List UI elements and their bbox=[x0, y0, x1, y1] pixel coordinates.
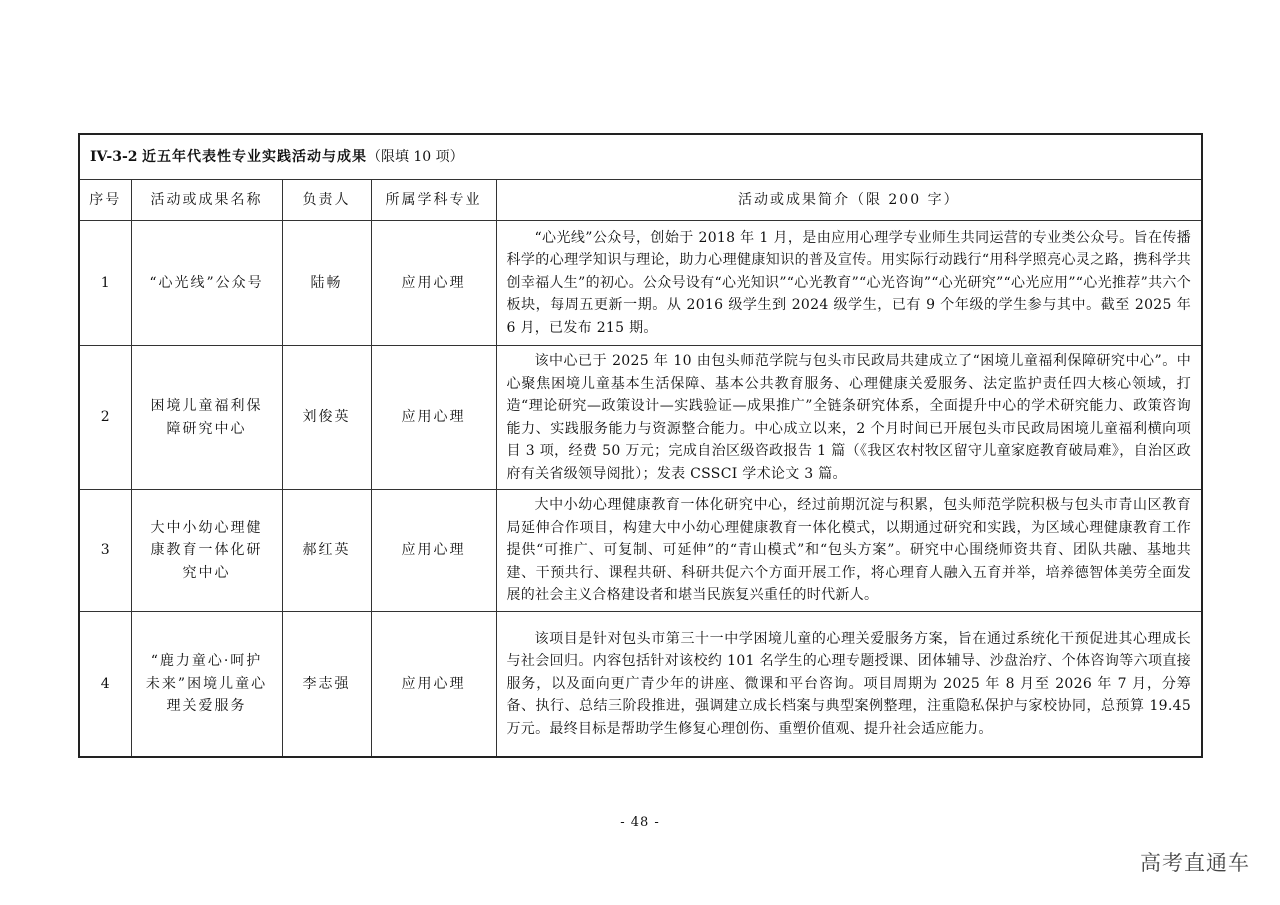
row-desc-text: 该项目是针对包头市第三十一中学困境儿童的心理关爱服务方案，旨在通过系统化干预促进其心理成长与社会回归。内容包括针对该校约 101 名学生的心理专题授课、团体辅导、沙盘治疗、个体咨询等六项直接服务，以及面向更广青少年的讲座、微课和平台咨询。项目周期为 2025 年 8 月至 2026 年 7 月，分筹备、执行、总结三阶段推进，强调建立成长档案与典型案例整理，注重隐私保护与家校协同，总预算 19.45 万元。最终目标是帮助学生修复心理创伤、重塑价值观、提升社会适应能力。 bbox=[506, 630, 1192, 737]
row-name: 大中小幼心理健康教育一体化研究中心 bbox=[131, 490, 282, 612]
practice-activities-table bbox=[78, 133, 1203, 758]
row-major: 应用心理 bbox=[371, 611, 496, 757]
table-row bbox=[79, 611, 1202, 757]
row-no: 3 bbox=[79, 490, 131, 612]
row-desc-text: “心光线”公众号，创始于 2018 年 1 月，是由应用心理学专业师生共同运营的专业类公众号。旨在传播科学的心理学知识与理论，助力心理健康知识的普及宣传。用实际行动践行“用科学照亮心灵之路，携科学共创幸福人生”的初心。公众号设有“心光知识”“心光教育”“心光咨询”“心光研究”“心光应用”“心光推荐”共六个板块，每周五更新一期。从 2016 级学生到 2024 级学生，已有 9 个年级的学生参与其中。截至 2025 年 6 月，已发布 215 期。 bbox=[506, 229, 1192, 336]
table-row bbox=[79, 490, 1202, 612]
row-desc bbox=[496, 346, 1202, 490]
row-leader: 郝红英 bbox=[282, 490, 371, 612]
table-row bbox=[79, 221, 1202, 346]
row-no: 2 bbox=[79, 346, 131, 490]
watermark-logo-text: 高考直通车 bbox=[1140, 851, 1250, 875]
header-no: 序号 bbox=[79, 180, 131, 221]
row-desc-text: 该中心已于 2025 年 10 由包头师范学院与包头市民政局共建成立了“困境儿童福利保障研究中心”。中心聚焦困境儿童基本生活保障、基本公共教育服务、心理健康关爱服务、法定监护责任四大核心领域，打造“理论研究—政策设计—实践验证—成果推广”全链条研究体系，全面提升中心的学术研究能力、政策咨询能力、实践服务能力与资源整合能力。中心成立以来，2 个月时间已开展包头市民政局困境儿童福利横向项目 3 项，经费 50 万元；完成自治区级咨政报告 1 篇（《我区农村牧区留守儿童家庭教育破局难》，自治区政府有关省级领导阅批）；发表 CSSCI 学术论文 3 篇。 bbox=[506, 353, 1192, 482]
section-limit: （限填 10 项） bbox=[366, 148, 464, 165]
row-major: 应用心理 bbox=[371, 346, 496, 490]
row-no: 4 bbox=[79, 611, 131, 757]
row-leader: 刘俊英 bbox=[282, 346, 371, 490]
row-desc-text: 大中小幼心理健康教育一体化研究中心，经过前期沉淀与积累，包头师范学院积极与包头市青山区教育局延伸合作项目，构建大中小幼心理健康教育一体化模式，以期通过研究和实践，为区域心理健康教育工作提供“可推广、可复制、可延伸”的“青山模式”和“包头方案”。研究中心围绕师资共育、团队共融、基地共建、干预共行、课程共研、科研共促六个方面开展工作，将心理育人融入五育并举，培养德智体美劳全面发展的社会主义合格建设者和堪当民族复兴重任的时代新人。 bbox=[506, 497, 1192, 603]
row-name: “鹿力童心·呵护未来”困境儿童心理关爱服务 bbox=[131, 611, 282, 757]
row-major: 应用心理 bbox=[371, 221, 496, 346]
table-row bbox=[79, 346, 1202, 490]
row-name: “心光线”公众号 bbox=[131, 221, 282, 346]
row-desc bbox=[496, 221, 1202, 346]
row-desc bbox=[496, 611, 1202, 757]
section-title: 近五年代表性专业实践活动与成果 bbox=[141, 148, 367, 165]
page-number: - 48 - bbox=[620, 815, 660, 830]
row-major: 应用心理 bbox=[371, 490, 496, 612]
table-caption-row bbox=[79, 134, 1202, 180]
header-name: 活动或成果名称 bbox=[131, 180, 282, 221]
row-no: 1 bbox=[79, 221, 131, 346]
table-caption bbox=[79, 134, 1202, 180]
table-header-row bbox=[79, 180, 1202, 221]
row-name: 困境儿童福利保障研究中心 bbox=[131, 346, 282, 490]
row-leader: 陆畅 bbox=[282, 221, 371, 346]
header-desc: 活动或成果简介（限 200 字） bbox=[496, 180, 1202, 221]
section-code: IV-3-2 bbox=[90, 148, 138, 165]
header-leader: 负责人 bbox=[282, 180, 371, 221]
header-major: 所属学科专业 bbox=[371, 180, 496, 221]
row-leader: 李志强 bbox=[282, 611, 371, 757]
row-desc bbox=[496, 490, 1202, 612]
